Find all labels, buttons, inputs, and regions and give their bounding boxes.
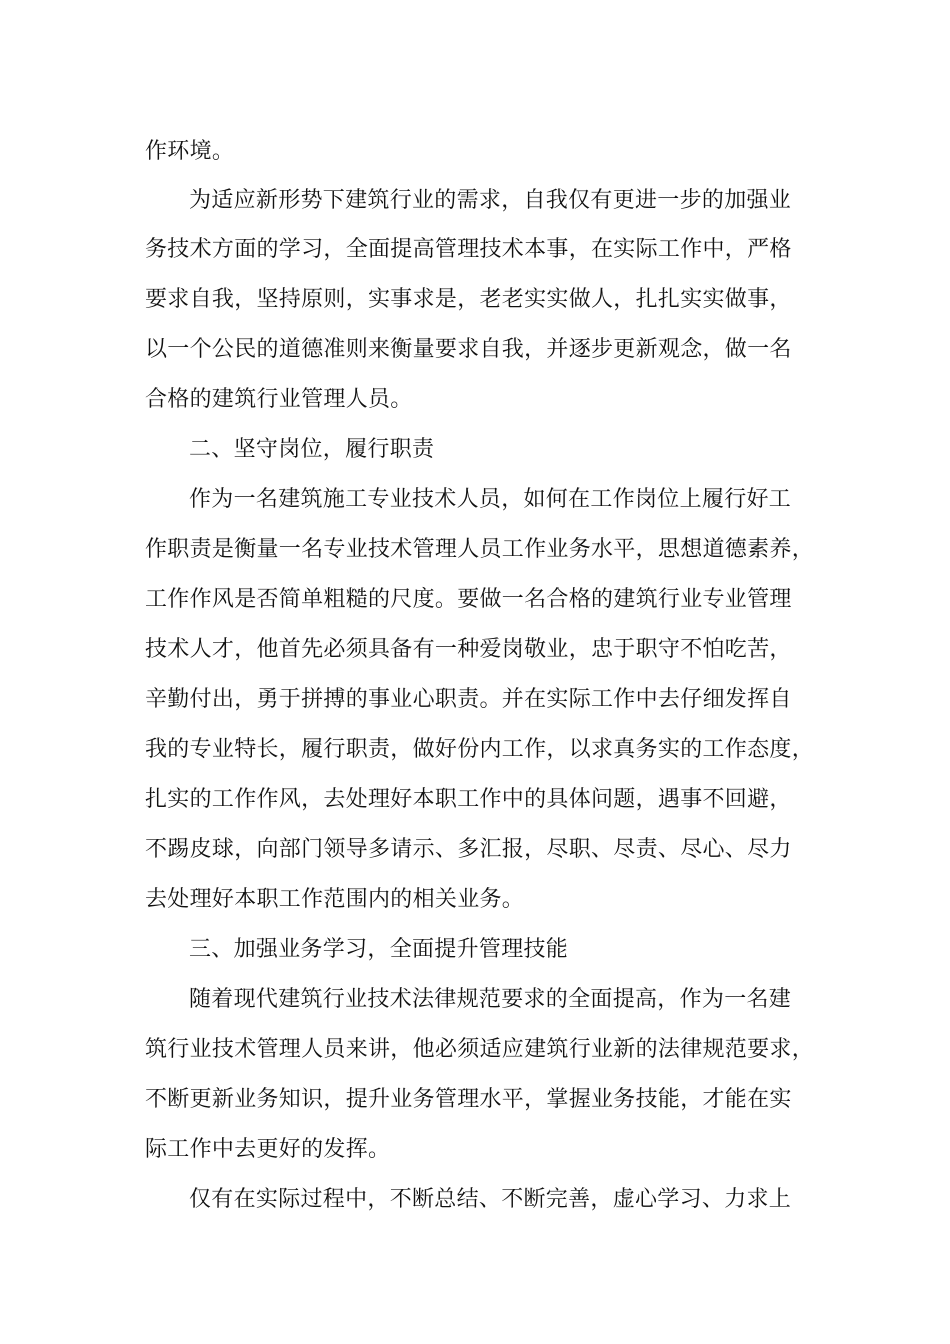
- text-line: 去处理好本职工作范围内的相关业务。: [145, 887, 525, 912]
- text-line: 作职责是衡量一名专业技术管理人员工作业务水平，思想道德素养，: [145, 537, 815, 562]
- text-line: 技术人才，他首先必须具备有一种爱岗敬业，忠于职守不怕吃苦，: [145, 637, 792, 662]
- text-line: 工作作风是否简单粗糙的尺度。要做一名合格的建筑行业专业管理: [145, 587, 792, 612]
- text-line: 际工作中去更好的发挥。: [145, 1137, 391, 1162]
- paragraph-first-line: 作为一名建筑施工专业技术人员，如何在工作岗位上履行好工: [189, 487, 792, 512]
- paragraph-first-line: 仅有在实际过程中，不断总结、不断完善，虚心学习、力求上: [189, 1187, 792, 1212]
- text-line: 合格的建筑行业管理人员。: [145, 387, 413, 412]
- text-line: 我的专业特长，履行职责，做好份内工作，以求真务实的工作态度，: [145, 737, 815, 762]
- text-line: 务技术方面的学习，全面提高管理技术本事，在实际工作中，严格: [145, 237, 792, 262]
- text-line: 作环境。: [145, 139, 235, 164]
- paragraph-first-line: 随着现代建筑行业技术法律规范要求的全面提高，作为一名建: [189, 987, 792, 1012]
- text-line: 要求自我，坚持原则，实事求是，老老实实做人，扎扎实实做事，: [145, 287, 792, 312]
- text-line: 不断更新业务知识，提升业务管理水平，掌握业务技能，才能在实: [145, 1087, 792, 1112]
- section-heading: 三、加强业务学习，全面提升管理技能: [189, 937, 569, 962]
- paragraph-first-line: 为适应新形势下建筑行业的需求，自我仅有更进一步的加强业: [189, 188, 792, 213]
- text-line: 筑行业技术管理人员来讲，他必须适应建筑行业新的法律规范要求，: [145, 1037, 815, 1062]
- text-line: 辛勤付出，勇于拼搏的事业心职责。并在实际工作中去仔细发挥自: [145, 687, 792, 712]
- text-line: 扎实的工作作风，去处理好本职工作中的具体问题，遇事不回避，: [145, 787, 792, 812]
- text-line: 以一个公民的道德准则来衡量要求自我，并逐步更新观念，做一名: [145, 337, 792, 362]
- section-heading: 二、坚守岗位，履行职责: [189, 437, 435, 462]
- text-line: 不踢皮球，向部门领导多请示、多汇报，尽职、尽责、尽心、尽力: [145, 837, 792, 862]
